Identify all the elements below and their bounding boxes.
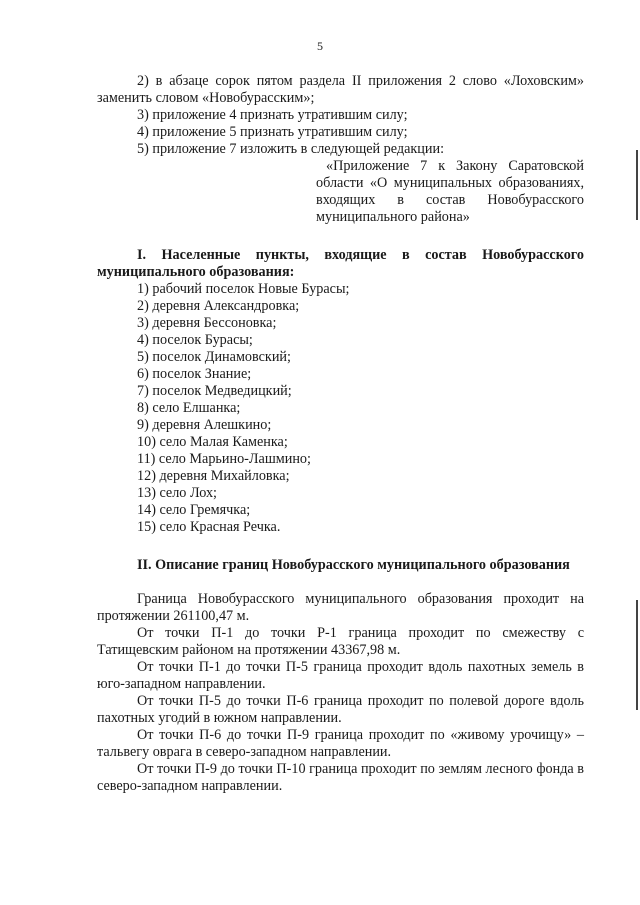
settlement-list (97, 281, 584, 536)
list-item: 12) деревня Михайловка; (137, 468, 290, 484)
list-item: 8) село Елшанка; (137, 400, 241, 416)
document-body (97, 73, 584, 795)
list-item: 5) поселок Динамовский; (137, 349, 291, 365)
boundary-paragraph: От точки П-1 до точки П-5 граница проходит вдоль пахотных земель в юго-западном направлении. (97, 659, 584, 692)
scan-edge-mark (636, 600, 638, 710)
boundary-paragraph: От точки П-5 до точки П-6 граница проходит по полевой дороге вдоль пахотных угодий в южном направлении. (97, 693, 584, 726)
amendment-item: 5) приложение 7 изложить в следующей редакции: (137, 141, 445, 157)
list-item: 4) поселок Бурасы; (137, 332, 253, 348)
appendix-header: «Приложение 7 к Закону Саратовской области «О муниципальных образованиях, входящих в состав Новобурасского муниципального района» (316, 158, 584, 225)
list-item: 7) поселок Медведицкий; (137, 383, 292, 399)
list-item: 11) село Марьино-Лашмино; (137, 451, 311, 467)
list-item: 15) село Красная Речка. (137, 519, 281, 535)
amendment-item: 2) в абзаце сорок пятом раздела II приложения 2 слово «Лоховским» заменить словом «Новобурасским»; (97, 73, 584, 106)
list-item: 6) поселок Знание; (137, 366, 252, 382)
amendment-item: 3) приложение 4 признать утратившим силу; (137, 107, 408, 123)
list-item: 3) деревня Бессоновка; (137, 315, 277, 331)
boundary-paragraph: От точки П-1 до точки Р-1 граница проходит по смежеству с Татищевским районом на протяжении 43367,98 м. (97, 625, 584, 658)
list-item: 1) рабочий поселок Новые Бурасы; (137, 281, 350, 297)
page-number: 5 (317, 39, 323, 53)
boundary-paragraph: Граница Новобурасского муниципального образования проходит на протяжении 261100,47 м. (97, 591, 584, 624)
list-item: 9) деревня Алешкино; (137, 417, 272, 433)
list-item: 10) село Малая Каменка; (137, 434, 288, 450)
boundary-paragraph: От точки П-6 до точки П-9 граница проходит по «живому урочищу» – тальвегу оврага в северо-западном направлении. (97, 727, 584, 760)
list-item: 14) село Гремячка; (137, 502, 251, 518)
section-1-title: I. Населенные пункты, входящие в состав Новобурасского муниципального образования: (97, 247, 584, 280)
amendment-item: 4) приложение 5 признать утратившим силу; (137, 124, 408, 140)
section-2-title: II. Описание границ Новобурасского муниципального образования (137, 557, 570, 573)
list-item: 2) деревня Александровка; (137, 298, 300, 314)
boundary-paragraph: От точки П-9 до точки П-10 граница проходит по землям лесного фонда в северо-западном направлении. (97, 761, 584, 794)
list-item: 13) село Лох; (137, 485, 217, 501)
scan-edge-mark (636, 150, 638, 220)
